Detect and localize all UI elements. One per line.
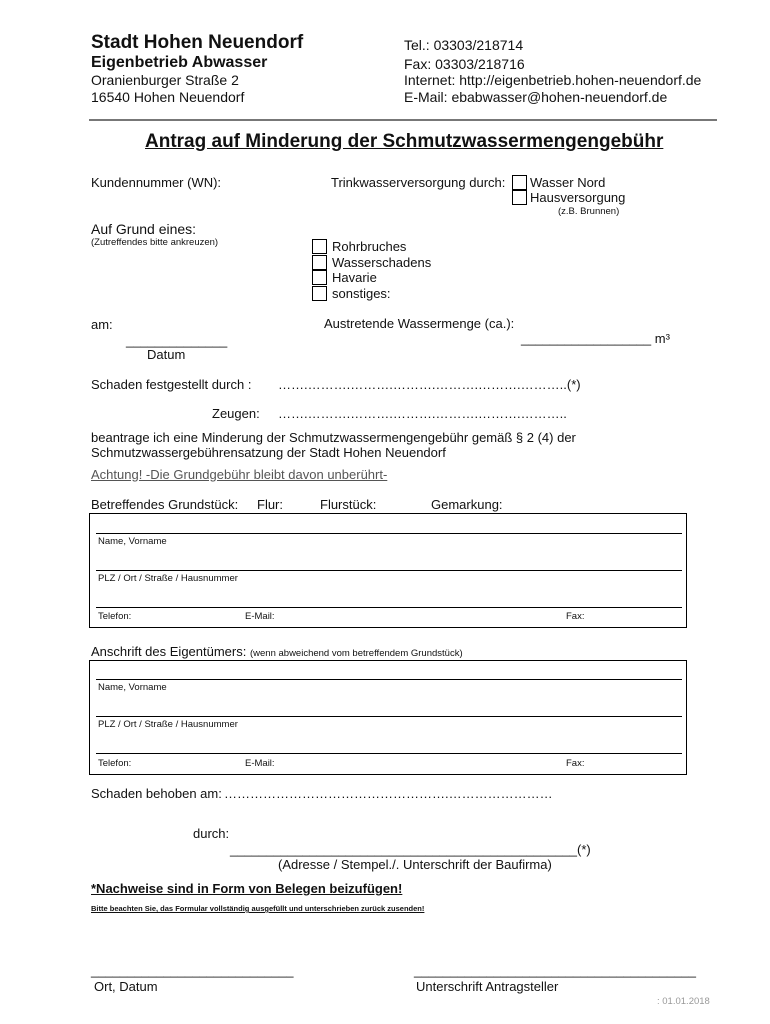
owner-phone-label: Telefon: bbox=[98, 758, 132, 769]
gemarkung-label: Gemarkung: bbox=[431, 497, 503, 512]
property-fax-label: Fax: bbox=[566, 611, 585, 622]
proof-note: *Nachweise sind in Form von Belegen beizufügen! bbox=[91, 881, 403, 896]
property-email-label: E-Mail: bbox=[245, 611, 275, 622]
owner-name-line[interactable] bbox=[96, 679, 682, 680]
water-supply-label: Trinkwasserversorgung durch: bbox=[331, 175, 506, 190]
fixed-field[interactable]: …………………………………………….…………………… bbox=[224, 786, 553, 801]
havarie-label: Havarie bbox=[332, 270, 377, 285]
date-line[interactable]: ______________ bbox=[126, 333, 228, 348]
owner-label-text: Anschrift des Eigentümers: bbox=[91, 644, 247, 659]
found-by-field[interactable]: …….……….……….……….……….……….………..(*) bbox=[278, 377, 581, 392]
zip-city: 16540 Hohen Neuendorf bbox=[91, 89, 245, 105]
sonstiges-checkbox[interactable] bbox=[312, 286, 327, 301]
signature-label: Unterschrift Antragsteller bbox=[416, 979, 559, 994]
witness-field[interactable]: …….……….……….……….……….……….……….. bbox=[278, 406, 567, 421]
rohrbruch-checkbox[interactable] bbox=[312, 239, 327, 254]
header-fax: Fax: 03303/218716 bbox=[404, 56, 525, 72]
hausversorgung-checkbox[interactable] bbox=[512, 190, 527, 205]
request-line-2: Schmutzwassergebührensatzung der Stadt Hohen Neuendorf bbox=[91, 445, 446, 460]
amount-label: Austretende Wassermenge (ca.): bbox=[324, 316, 515, 331]
hausversorgung-note: (z.B. Brunnen) bbox=[558, 206, 620, 217]
street-address: Oranienburger Straße 2 bbox=[91, 72, 239, 88]
by-caption: (Adresse / Stempel./. Unterschrift der Baufirma) bbox=[278, 857, 552, 872]
flur-label: Flur: bbox=[257, 497, 283, 512]
reason-label: Auf Grund eines: bbox=[91, 221, 197, 237]
place-date-line[interactable]: ____________________________ bbox=[91, 963, 294, 978]
request-line-1: beantrage ich eine Minderung der Schmutzwassermengengebühr gemäß § 2 (4) der bbox=[91, 430, 576, 445]
wasserschaden-label: Wasserschadens bbox=[332, 255, 432, 270]
owner-email-label: E-Mail: bbox=[245, 758, 275, 769]
by-label: durch: bbox=[193, 826, 230, 841]
flurstueck-label: Flurstück: bbox=[320, 497, 377, 512]
property-name-line[interactable] bbox=[96, 533, 682, 534]
amount-line[interactable]: __________________ m³ bbox=[521, 331, 670, 346]
property-label: Betreffendes Grundstück: bbox=[91, 497, 239, 512]
sonstiges-label: sonstiges: bbox=[332, 286, 391, 301]
wasserschaden-checkbox[interactable] bbox=[312, 255, 327, 270]
customer-number-label: Kundennummer (WN): bbox=[91, 175, 222, 190]
header-tel: Tel.: 03303/218714 bbox=[404, 37, 524, 53]
wasser-nord-label: Wasser Nord bbox=[530, 175, 606, 190]
fill-note: Bitte beachten Sie, das Formular vollständig ausgefüllt und unterschrieben zurück zusenden! bbox=[91, 904, 425, 913]
rohrbruch-label: Rohrbruches bbox=[332, 239, 407, 254]
havarie-checkbox[interactable] bbox=[312, 270, 327, 285]
header-divider bbox=[89, 119, 717, 121]
city-name: Stadt Hohen Neuendorf bbox=[91, 32, 304, 53]
header-email: E-Mail: ebabwasser@hohen-neuendorf.de bbox=[404, 89, 668, 105]
property-address-label: PLZ / Ort / Straße / Hausnummer bbox=[98, 573, 238, 584]
reason-hint: (Zutreffendes bitte ankreuzen) bbox=[91, 237, 219, 248]
owner-hint: (wenn abweichend vom betreffendem Grundstück) bbox=[249, 648, 463, 659]
header-internet: Internet: http://eigenbetrieb.hohen-neuendorf.de bbox=[404, 72, 702, 88]
hausversorgung-label: Hausversorgung bbox=[530, 190, 626, 205]
version-date: : 01.01.2018 bbox=[657, 996, 710, 1007]
owner-name-label: Name, Vorname bbox=[98, 682, 167, 693]
date-caption: Datum bbox=[147, 347, 186, 362]
place-date-label: Ort, Datum bbox=[94, 979, 158, 994]
grundgebuehr-note: Achtung! -Die Grundgebühr bleibt davon unberührt- bbox=[91, 467, 388, 482]
property-phone-label: Telefon: bbox=[98, 611, 132, 622]
wasser-nord-checkbox[interactable] bbox=[512, 175, 527, 190]
owner-contact-line[interactable] bbox=[96, 753, 682, 754]
form-title: Antrag auf Minderung der Schmutzwassermengengebühr bbox=[145, 131, 664, 152]
owner-label bbox=[91, 644, 463, 659]
property-address-line[interactable] bbox=[96, 570, 682, 571]
property-contact-line[interactable] bbox=[96, 607, 682, 608]
witness-label: Zeugen: bbox=[212, 406, 260, 421]
found-by-label: Schaden festgestellt durch : bbox=[91, 377, 252, 392]
owner-box bbox=[89, 660, 687, 775]
signature-line[interactable]: _______________________________________ bbox=[414, 963, 696, 978]
fixed-label: Schaden behoben am: bbox=[91, 786, 222, 801]
owner-fax-label: Fax: bbox=[566, 758, 585, 769]
by-field[interactable]: ________________________________________________(*) bbox=[230, 842, 591, 857]
department-name: Eigenbetrieb Abwasser bbox=[91, 54, 268, 71]
owner-address-label: PLZ / Ort / Straße / Hausnummer bbox=[98, 719, 238, 730]
am-label: am: bbox=[91, 317, 113, 332]
owner-address-line[interactable] bbox=[96, 716, 682, 717]
property-name-label: Name, Vorname bbox=[98, 536, 167, 547]
